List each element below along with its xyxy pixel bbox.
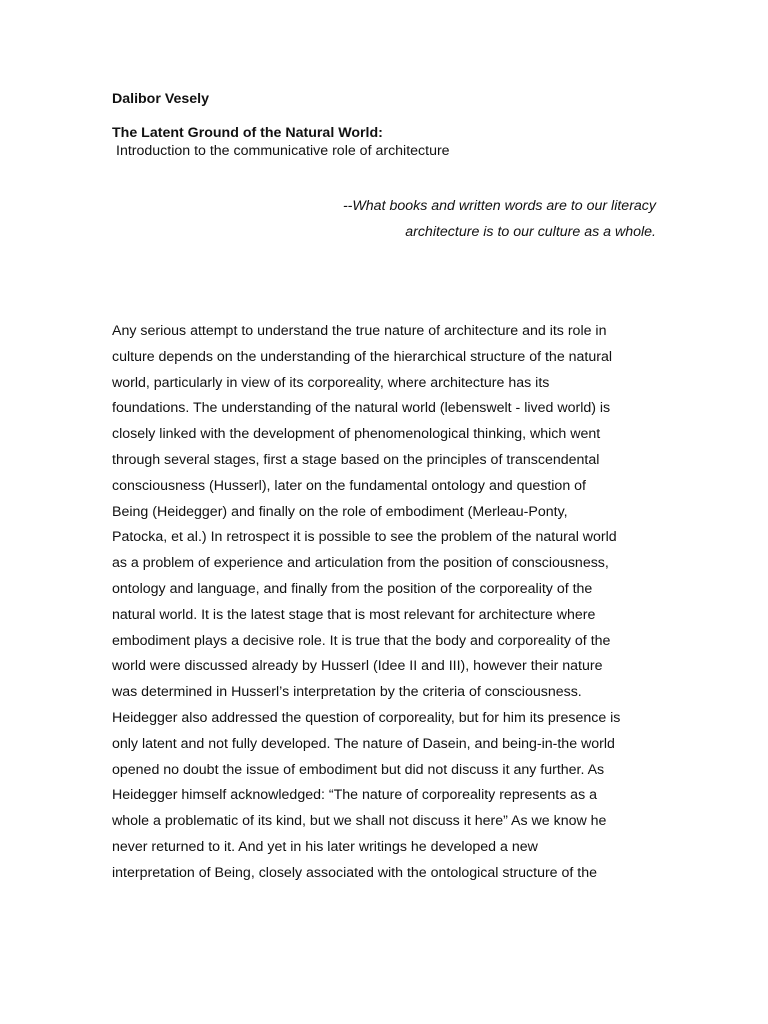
body-line: never returned to it. And yet in his later writings he developed a new [112, 838, 538, 855]
body-line: consciousness (Husserl), later on the fundamental ontology and question of [112, 477, 586, 494]
body-paragraph [112, 319, 652, 887]
body-line: foundations. The understanding of the natural world (lebenswelt - lived world) is [112, 400, 611, 417]
epigraph-line: architecture is to our culture as a whole. [405, 224, 656, 240]
body-line: world, particularly in view of its corporeality, where architecture has its [112, 374, 550, 391]
document-title: The Latent Ground of the Natural World: [112, 125, 383, 141]
body-line: world were discussed already by Husserl (Idee II and III), however their nature [112, 658, 603, 675]
epigraph-line: --What books and written words are to our literacy [342, 198, 656, 214]
body-line: only latent and not fully developed. The nature of Dasein, and being-in-the world [112, 735, 615, 752]
body-line: natural world. It is the latest stage that is most relevant for architecture where [112, 606, 596, 623]
body-line: embodiment plays a decisive role. It is true that the body and corporeality of the [112, 632, 611, 649]
body-line: culture depends on the understanding of the hierarchical structure of the natural [112, 348, 613, 365]
body-line: ontology and language, and finally from the position of the corporeality of the [112, 580, 593, 597]
body-line: Patocka, et al.) In retrospect it is possible to see the problem of the natural world [112, 529, 617, 546]
body-line: was determined in Husserl’s interpretation by the criteria of consciousness. [112, 684, 582, 701]
body-line: Heidegger himself acknowledged: “The nature of corporeality represents as a [112, 787, 598, 804]
epigraph [136, 193, 656, 245]
body-line: closely linked with the development of phenomenological thinking, which went [112, 426, 601, 443]
document-subtitle: Introduction to the communicative role of architecture [116, 143, 450, 159]
body-line: Any serious attempt to understand the true nature of architecture and its role in [112, 323, 607, 339]
body-line: whole a problematic of its kind, but we shall not discuss it here” As we know he [112, 813, 607, 830]
body-line: opened no doubt the issue of embodiment but did not discuss it any further. As [112, 761, 605, 778]
body-line: Heidegger also addressed the question of corporeality, but for him its presence is [112, 709, 621, 726]
body-line: Being (Heidegger) and finally on the role of embodiment (Merleau-Ponty, [112, 503, 568, 520]
body-line: interpretation of Being, closely associated with the ontological structure of the [112, 864, 598, 881]
body-line: through several stages, first a stage based on the principles of transcendental [112, 451, 600, 468]
author-name: Dalibor Vesely [112, 91, 209, 107]
body-line: as a problem of experience and articulation from the position of consciousness, [112, 555, 609, 572]
